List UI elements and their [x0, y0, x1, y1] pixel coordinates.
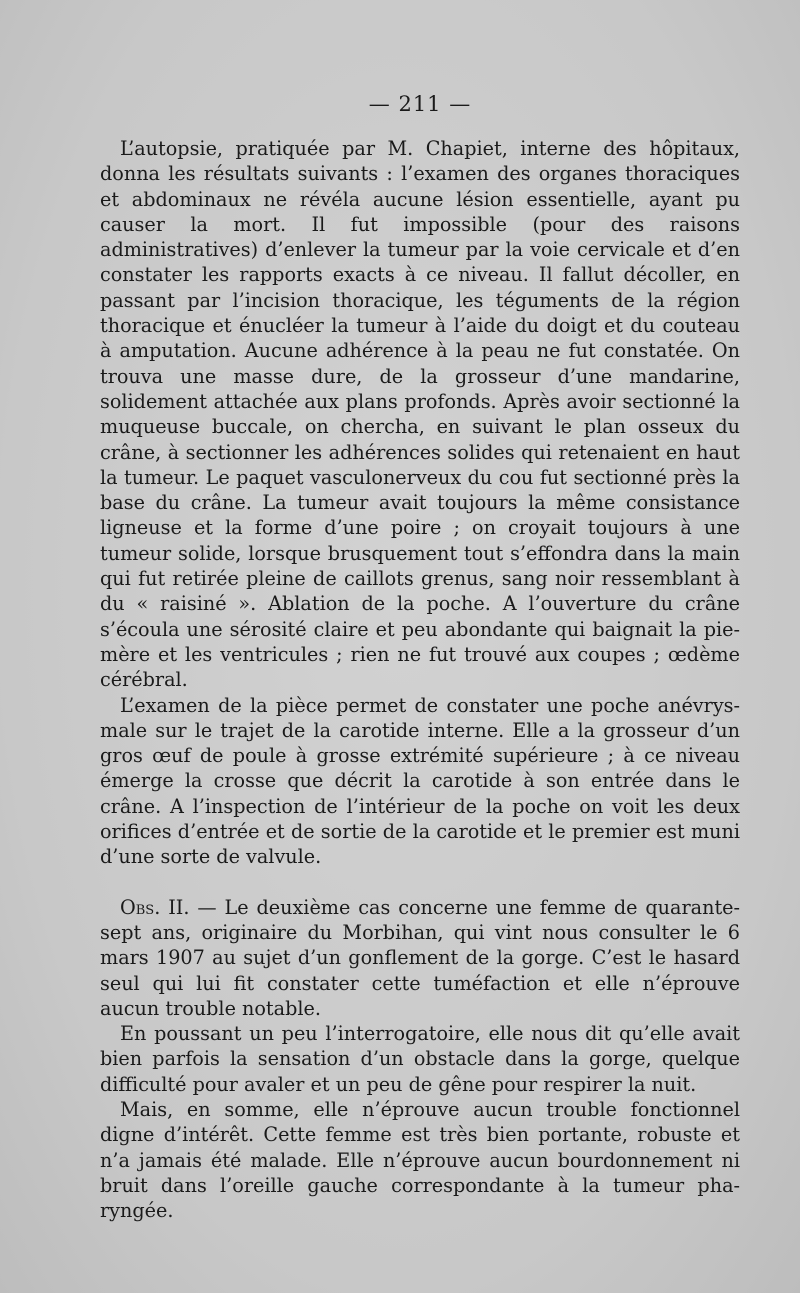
- document-page: [100, 92, 740, 1223]
- section-gap: [100, 870, 740, 895]
- paragraph-observation-2: [100, 895, 740, 1021]
- paragraph-conclusion: Mais, en somme, elle n’éprouve aucun trouble fonctionnel digne d’intérêt. Cette femme est très bien portante, robuste et n’a jamais été malade. Elle n’éprouve aucun bourdonnement ni bruit dans l’oreille gauche correspondante à la tumeur pharyngée.: [100, 1097, 740, 1223]
- observation-label: Obs. II.: [120, 895, 190, 919]
- paragraph-autopsy: L’autopsie, pratiquée par M. Chapiet, interne des hôpitaux, donna les résultats suivants : l’examen des organes thoraciques et abdominaux ne révéla aucune lésion essentielle, ayant pu causer la mort. Il fut impossible (pour des raisons administratives) d’enlever la tumeur par la voie cervicale et d’en constater les rapports exacts à ce niveau. Il fallut décoller, en passant par l’incision thoracique, les téguments de la région thoracique et énucléer la tumeur à l’aide du doigt et du couteau à amputation. Aucune adhérence à la peau ne fut constatée. On trouva une masse dure, de la grosseur d’une mandarine, solidement attachée aux plans profonds. Après avoir sectionné la muqueuse buccale, on chercha, en suivant le plan osseux du crâne, à sectionner les adhérences solides qui retenaient en haut la tumeur. Le paquet vasculonerveux du cou fut sectionné près la base du crâne. La tumeur avait toujours la même consistance ligneuse et la forme d’une poire ; on croyait toujours à une tumeur solide, lorsque brusquement tout s’effondra dans la main qui fut retirée pleine de caillots grenus, sang noir ressemblant à du « raisiné ». Ablation de la poche. A l’ouverture du crâne s’écoula une sérosité claire et peu abondante qui baignait la pie-mère et les ventricules ; rien ne fut trouvé aux coupes ; œdème cérébral.: [100, 137, 740, 692]
- page-number: — 211 —: [368, 92, 472, 116]
- paragraph-interrogation: En poussant un peu l’interrogatoire, elle nous dit qu’elle avait bien parfois la sensation d’un obstacle dans la gorge, quelque difficulté pour avaler et un peu de gêne pour respirer la nuit.: [100, 1022, 740, 1096]
- observation-text: — Le deuxième cas concerne une femme de quarante-sept ans, originaire du Morbihan, qui vint nous consulter le 6 mars 1907 au sujet d’un gonflement de la gorge. C’est le hasard seul qui lui fit constater cette tuméfaction et elle n’éprouve aucun trouble notable.: [100, 895, 740, 1020]
- paragraph-specimen: L’examen de la pièce permet de constater une poche anévrysmale sur le trajet de la carotide interne. Elle a la grosseur d’un gros œuf de poule à grosse extrémité supérieure ; à ce niveau émerge la crosse que décrit la carotide à son entrée dans le crâne. A l’inspection de l’intérieur de la poche on voit les deux orifices d’entrée et de sortie de la carotide et le premier est muni d’une sorte de valvule.: [100, 693, 740, 869]
